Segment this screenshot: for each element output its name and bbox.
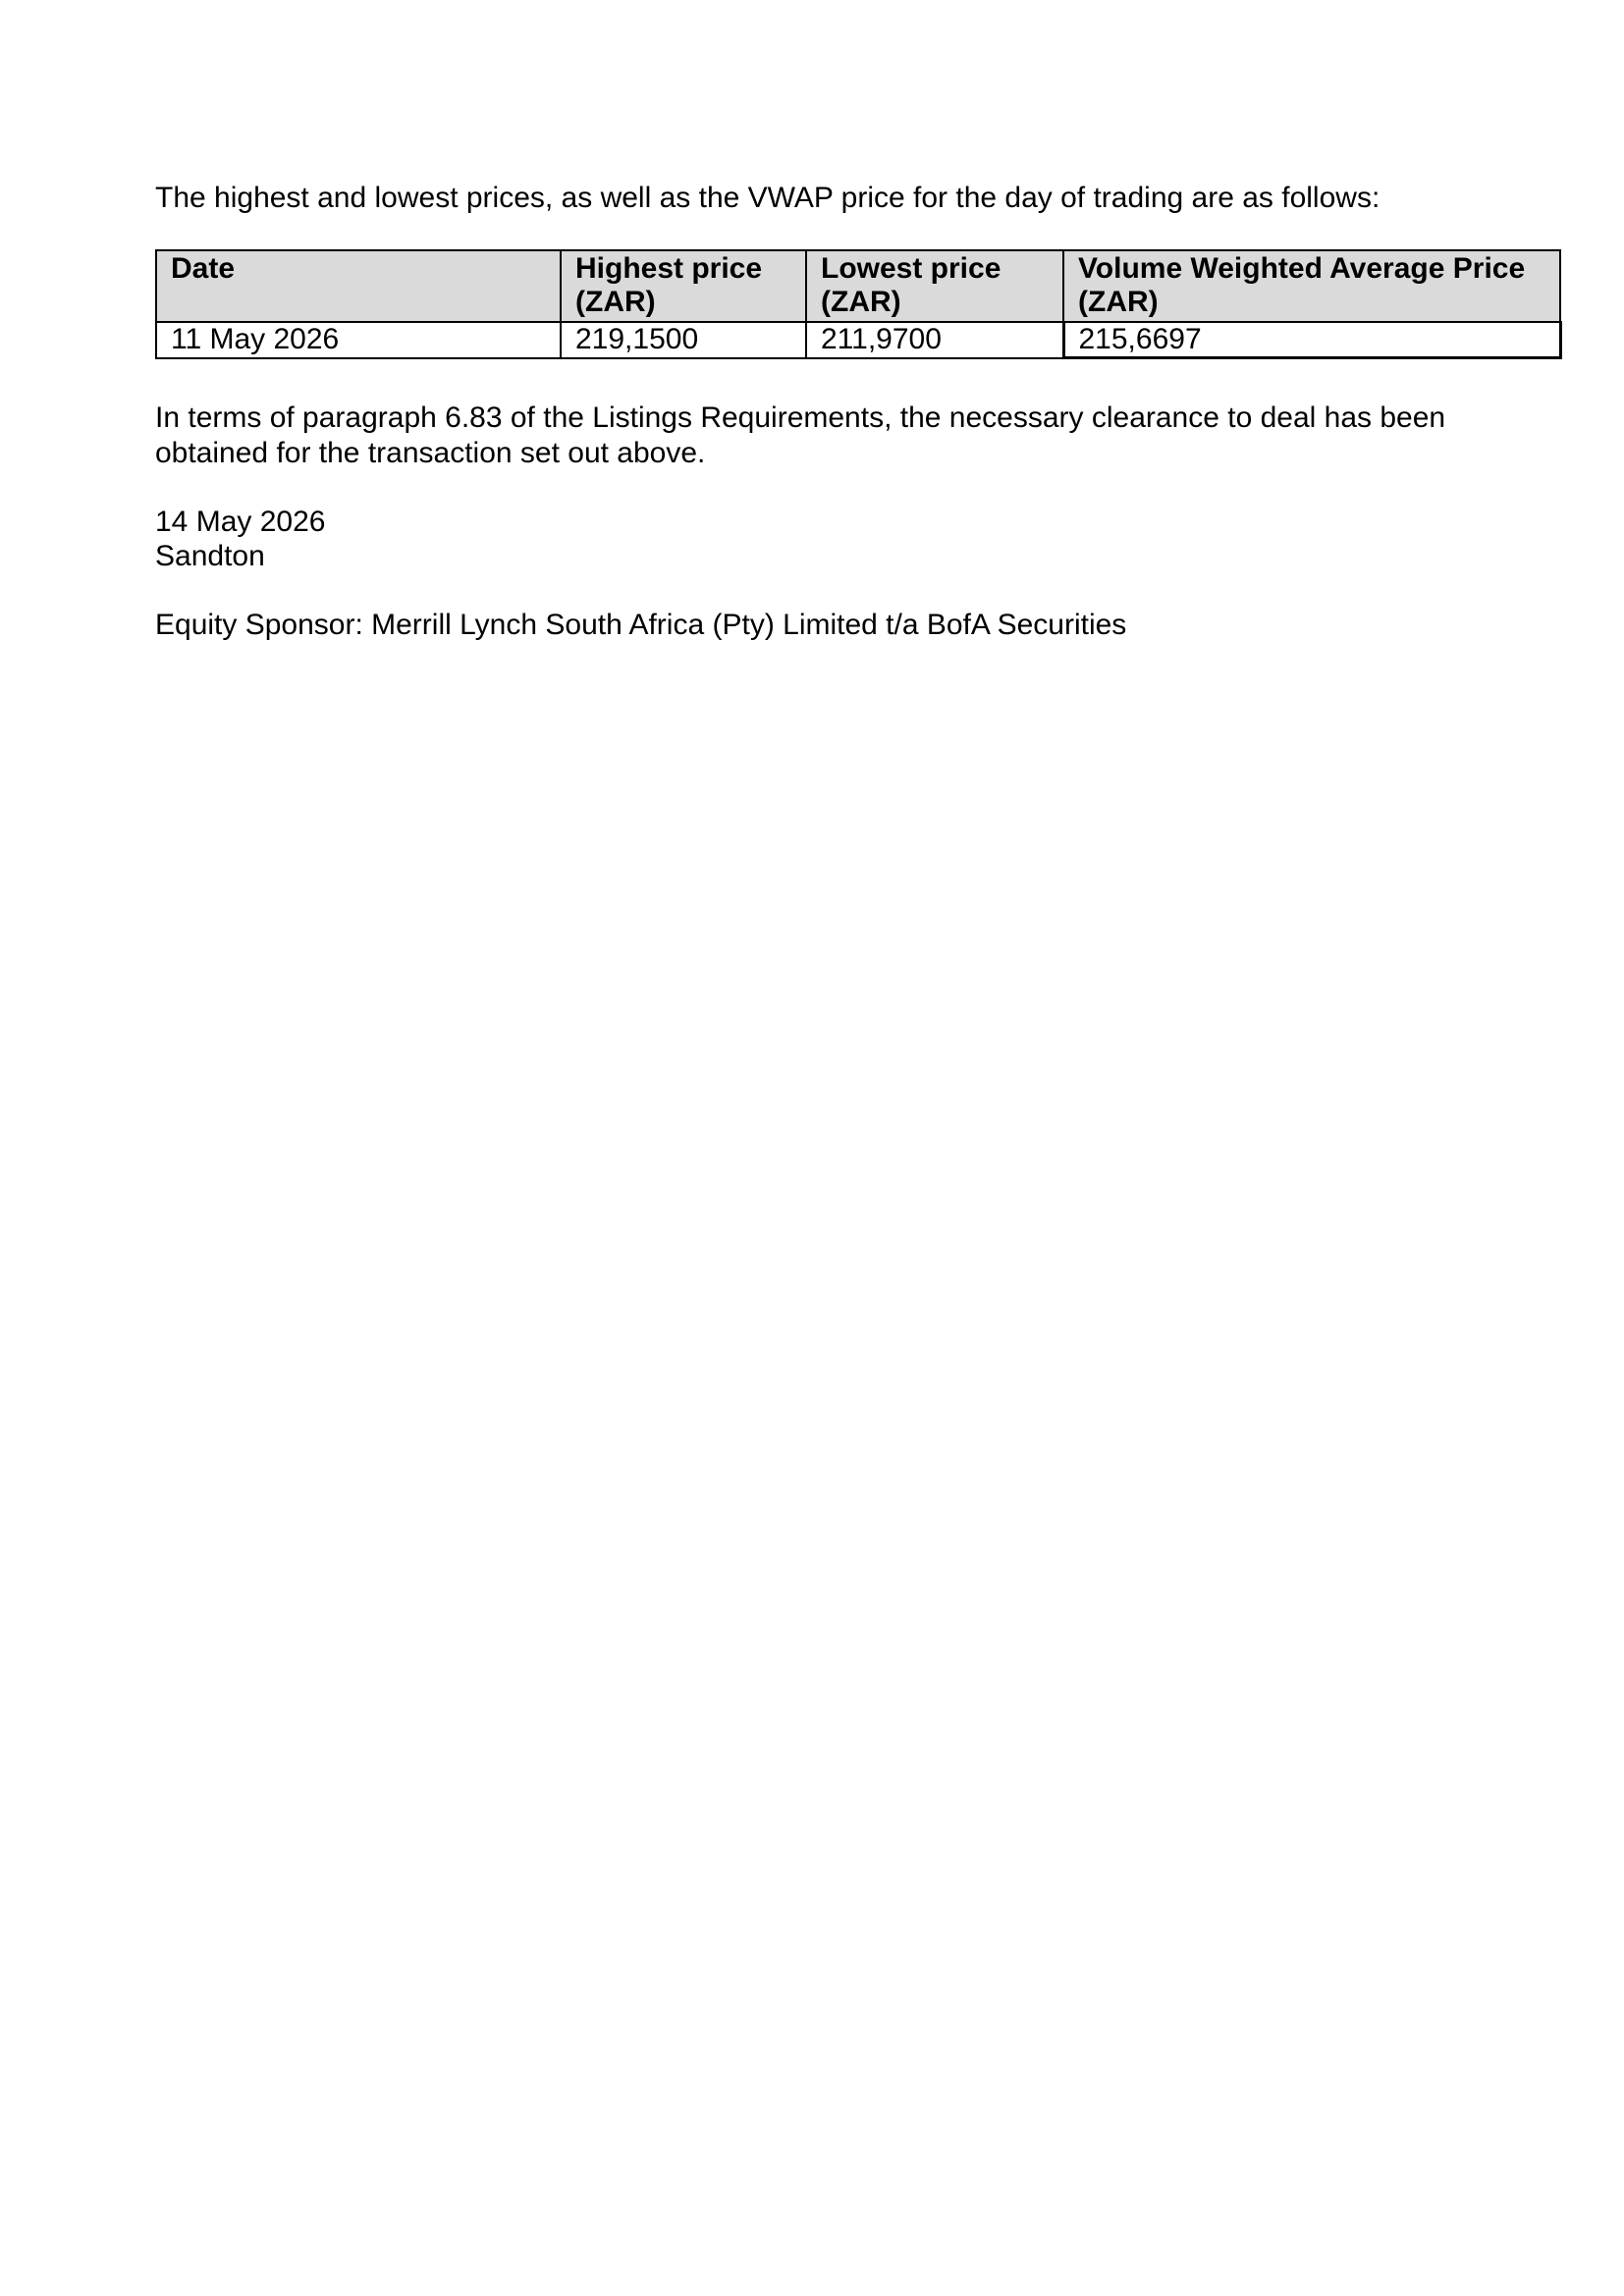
price-table bbox=[155, 249, 1562, 359]
cell-lowest-price: 211,9700 bbox=[806, 322, 1063, 358]
header-highest-price-unit: (ZAR) bbox=[575, 286, 656, 318]
header-highest-price bbox=[561, 250, 806, 322]
header-highest-price-label: Highest price bbox=[575, 252, 763, 285]
announcement-place: Sandton bbox=[155, 540, 265, 572]
equity-sponsor: Equity Sponsor: Merrill Lynch South Africa (Pty) Limited t/a BofA Securities bbox=[155, 609, 1127, 641]
announcement-date: 14 May 2026 bbox=[155, 506, 326, 538]
header-lowest-price-unit: (ZAR) bbox=[821, 286, 901, 318]
clearance-paragraph bbox=[155, 400, 1445, 471]
header-lowest-price-label: Lowest price bbox=[821, 252, 1001, 285]
header-lowest-price bbox=[806, 250, 1063, 322]
table-row bbox=[156, 322, 1560, 358]
header-date-label: Date bbox=[171, 252, 236, 285]
header-vwap-label: Volume Weighted Average Price bbox=[1078, 252, 1526, 285]
header-vwap bbox=[1063, 250, 1560, 322]
clearance-line-2: obtained for the transaction set out above. bbox=[155, 437, 706, 469]
cell-date: 11 May 2026 bbox=[156, 322, 561, 358]
cell-vwap: 215,6697 bbox=[1063, 322, 1560, 358]
header-date bbox=[156, 250, 561, 322]
clearance-line-1: In terms of paragraph 6.83 of the Listings Requirements, the necessary clearance to deal has been bbox=[155, 401, 1446, 434]
intro-paragraph: The highest and lowest prices, as well as the VWAP price for the day of trading are as follows: bbox=[155, 182, 1380, 214]
table-header-row bbox=[156, 250, 1560, 322]
header-vwap-unit: (ZAR) bbox=[1078, 286, 1159, 318]
cell-highest-price: 219,1500 bbox=[561, 322, 806, 358]
